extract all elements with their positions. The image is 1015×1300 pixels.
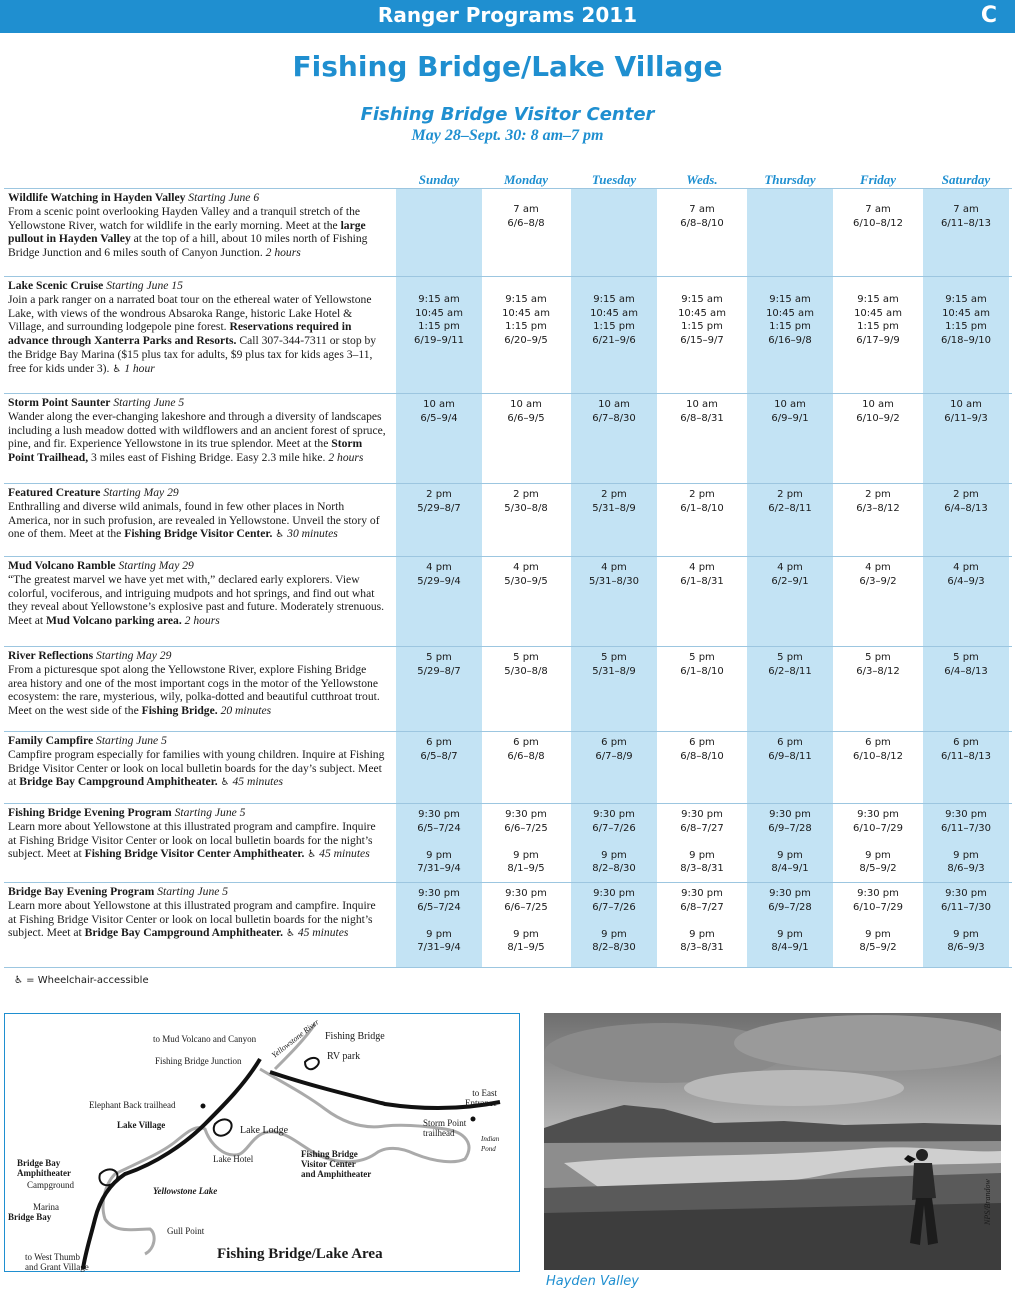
schedule-cell: 10 am 6/11–9/3 — [944, 399, 988, 424]
schedule-cell: 9:15 am 10:45 am 1:15 pm 6/20–9/5 — [502, 294, 550, 346]
program-start-date: Starting June 5 — [96, 734, 167, 747]
wheelchair-icon: ♿ — [275, 529, 285, 541]
program-name: Featured Creature — [8, 486, 101, 499]
program-text: 3 miles east of Fishing Bridge. Easy 2.3 mile hike. — [88, 451, 326, 465]
map-label-river: Yellowstone River — [269, 1017, 321, 1060]
program-text: Campfire program especially for families with young children. Inquire at Fishing Bridge Visitor Center or look on local bulletin boards for the day’s subject. Meet at — [8, 747, 385, 789]
map-label-mud-volcano: to Mud Volcano and Canyon — [153, 1034, 257, 1044]
schedule-cell: 4 pm 6/3–9/2 — [859, 562, 897, 587]
schedule-cell: 9:30 pm 6/11–7/30 9 pm 8/6–9/3 — [941, 888, 991, 953]
map-label-east-entrance: to East Entrance — [465, 1088, 497, 1108]
schedule-cell: 4 pm 6/1–8/31 — [680, 562, 724, 587]
day-header: Monday — [503, 172, 549, 187]
schedule-cell: 9:15 am 10:45 am 1:15 pm 6/18–9/10 — [941, 294, 991, 346]
schedule-cell: 4 pm 5/30–9/5 — [504, 562, 548, 587]
table-bottom-rule — [4, 967, 1012, 968]
schedule-cell: 9:30 pm 6/7–7/26 9 pm 8/2–8/30 — [592, 888, 636, 953]
program-meeting-place: Storm Point Trailhead, — [8, 437, 363, 465]
area-map — [4, 1013, 520, 1272]
program-description — [8, 806, 386, 862]
program-name: Family Campfire — [8, 734, 94, 747]
program-row — [4, 556, 1012, 647]
program-row — [4, 882, 1012, 968]
program-text: Call 307-344-7311 or stop by the Bridge Bay Marina ($15 plus tax for adults, $9 plus tax for kids ages 3–11, free for kids under 3). — [8, 334, 377, 375]
schedule-cell: 10 am 6/5–9/4 — [420, 399, 458, 424]
program-meeting-place: large pullout in Hayden Valley — [8, 218, 366, 246]
schedule-cell: 5 pm 6/1–8/10 — [680, 652, 724, 677]
program-text: Enthralling and diverse wild animals, found in few other places in North America, nor in such profusion, are revealed in Yellowstone. Unveil the story of one of them. Meet at the — [8, 499, 380, 541]
program-start-date: Starting June 5 — [157, 885, 229, 898]
program-name: Wildlife Watching in Hayden Valley — [8, 191, 186, 204]
program-start-date: Starting June 5 — [113, 396, 185, 409]
map-label-rv-park: RV park — [327, 1051, 361, 1062]
page-title: Fishing Bridge/Lake Village — [292, 50, 723, 83]
program-description — [8, 559, 386, 628]
program-meeting-place: Bridge Bay Campground Amphitheater. — [84, 926, 284, 940]
map-label-gull-point: Gull Point — [167, 1226, 205, 1236]
program-name: Storm Point Saunter — [8, 396, 111, 409]
schedule-cell: 9:30 pm 6/10–7/29 9 pm 8/5–9/2 — [853, 809, 903, 874]
elephant-back-marker — [201, 1104, 206, 1109]
schedule-cell: 9:15 am 10:45 am 1:15 pm 6/19–9/11 — [414, 294, 464, 346]
schedule-cell: 7 am 6/11–8/13 — [941, 204, 991, 229]
schedule-cell: 6 pm 6/7–8/9 — [595, 737, 633, 762]
schedule-cell: 4 pm 5/31–8/30 — [589, 562, 639, 587]
wheelchair-icon: ♿ — [112, 363, 122, 375]
schedule-cell: 9:30 pm 6/5–7/24 9 pm 7/31–9/4 — [417, 888, 461, 953]
program-start-date: Starting June 6 — [188, 191, 260, 204]
schedule-cell: 5 pm 5/29–8/7 — [417, 652, 461, 677]
rv-park-loop — [305, 1058, 319, 1069]
program-start-date: Starting June 15 — [106, 279, 183, 292]
program-meeting-place: Fishing Bridge. — [141, 704, 218, 718]
schedule-cell: 5 pm 5/30–8/8 — [504, 652, 548, 677]
map-label-west-thumb: to West Thumb and Grant Village — [25, 1252, 89, 1272]
visitor-center-name: Fishing Bridge Visitor Center — [360, 104, 655, 125]
program-text: Join a park ranger on a narrated boat tour on the ethereal water of Yellowstone Lake, with views of the wondrous Absaroka Range, historic Lake Hotel & Village, and surrounding lodgepole pine forest. — [8, 292, 372, 334]
program-meeting-place: Reservations required in advance through Xanterra Parks and Resorts. — [8, 320, 352, 348]
program-row — [4, 731, 1012, 804]
program-duration: 1 hour — [124, 361, 155, 375]
program-duration: 2 hours — [184, 614, 220, 628]
map-label-elephant-back: Elephant Back trailhead — [89, 1100, 176, 1110]
storm-point-marker — [471, 1117, 476, 1122]
program-description — [8, 191, 386, 260]
schedule-cell: 9:30 pm 6/10–7/29 9 pm 8/5–9/2 — [853, 888, 903, 953]
map-label-bb-amphitheater: Bridge Bay Amphitheater — [17, 1158, 71, 1178]
program-row — [4, 276, 1012, 394]
legend — [14, 975, 149, 986]
schedule-cell: 4 pm 5/29–9/4 — [417, 562, 461, 587]
map-label-marina: Marina — [33, 1202, 59, 1212]
schedule-cell: 5 pm 6/3–8/12 — [856, 652, 900, 677]
schedule-cell: 6 pm 6/6–8/8 — [507, 737, 545, 762]
schedule-cell: 5 pm 6/2–8/11 — [768, 652, 812, 677]
program-text: Learn more about Yellowstone at this illustrated program and campfire. Inquire at Fishing Bridge Visitor Center or look on local bulletin boards for the night’s subject. Meet at — [8, 819, 376, 861]
map-drawing — [5, 1014, 519, 1271]
schedule-cell: 9:30 pm 6/5–7/24 9 pm 7/31–9/4 — [417, 809, 461, 874]
program-row — [4, 483, 1012, 557]
program-text: From a picturesque spot along the Yellowstone River, explore Fishing Bridge area history and one of the most important cogs in the motor of the Yellowstone ecosystem: the rare, mysterious, wily, polka-dotted and beautiful cutthroat trout. Meet on the west side of the — [8, 662, 380, 718]
program-row — [4, 393, 1012, 484]
day-header: Thursday — [764, 172, 816, 187]
photo-caption: Hayden Valley — [546, 1274, 639, 1289]
schedule-cell: 6 pm 6/11–8/13 — [941, 737, 991, 762]
schedule-cell: 2 pm 6/3–8/12 — [856, 489, 900, 514]
map-title: Fishing Bridge/Lake Area — [217, 1246, 383, 1262]
schedule-cell: 9:30 pm 6/9–7/28 9 pm 8/4–9/1 — [768, 809, 812, 874]
schedule-cell: 9:30 pm 6/7–7/26 9 pm 8/2–8/30 — [592, 809, 636, 874]
map-label-fb-junction: Fishing Bridge Junction — [155, 1056, 242, 1066]
main-road — [83, 1059, 260, 1269]
map-label-indian-pond: Indian Pond — [481, 1135, 500, 1153]
day-header: Saturday — [941, 172, 991, 187]
wheelchair-icon: ♿ — [220, 777, 230, 789]
map-label-lake-village: Lake Village — [117, 1120, 166, 1130]
schedule-cell: 6 pm 6/5–8/7 — [420, 737, 458, 762]
program-start-date: Starting May 29 — [96, 649, 172, 662]
program-description — [8, 396, 386, 465]
program-start-date: Starting May 29 — [118, 559, 194, 572]
schedule-cell: 2 pm 6/2–8/11 — [768, 489, 812, 514]
program-name: Fishing Bridge Evening Program — [8, 806, 172, 819]
wheelchair-icon: ♿ — [14, 975, 23, 986]
program-start-date: Starting May 29 — [103, 486, 179, 499]
day-header: Friday — [859, 172, 897, 187]
cloud — [734, 1015, 1001, 1071]
schedule-cell: 9:15 am 10:45 am 1:15 pm 6/16–9/8 — [766, 294, 814, 346]
schedule-cell: 2 pm 5/31–8/9 — [592, 489, 636, 514]
program-name: Lake Scenic Cruise — [8, 279, 104, 292]
schedule-cell: 7 am 6/10–8/12 — [853, 204, 903, 229]
schedule-cell: 6 pm 6/9–8/11 — [768, 737, 812, 762]
program-name: River Reflections — [8, 649, 94, 662]
photo-credit: NPS/Brandow — [983, 1179, 992, 1225]
schedule-cell: 10 am 6/8–8/31 — [680, 399, 724, 424]
map-label-storm-point: Storm Point trailhead — [423, 1118, 467, 1138]
schedule-cell: 2 pm 6/1–8/10 — [680, 489, 724, 514]
schedule-cell: 7 am 6/8–8/10 — [680, 204, 724, 229]
program-name: Mud Volcano Ramble — [8, 559, 116, 572]
legend-text: = Wheelchair-accessible — [26, 975, 149, 986]
schedule-cell: 4 pm 6/2–9/1 — [771, 562, 809, 587]
program-meeting-place: Fishing Bridge Visitor Center Amphitheater. — [84, 847, 305, 861]
lake-lodge-loop — [214, 1119, 232, 1135]
map-label-campground: Campground — [27, 1180, 74, 1190]
program-row — [4, 646, 1012, 732]
schedule-cell: 6 pm 6/10–8/12 — [853, 737, 903, 762]
photo-drawing — [544, 1013, 1001, 1270]
map-label-yellowstone-lake: Yellowstone Lake — [153, 1186, 218, 1196]
program-text: Learn more about Yellowstone at this illustrated program and campfire. Inquire at Fishing Bridge Visitor Center or look on local bulletin boards for the night’s subject. Meet at — [8, 898, 376, 940]
schedule-cell: 10 am 6/6–9/5 — [507, 399, 545, 424]
cloud — [684, 1070, 904, 1106]
visitor-center-hours: May 28–Sept. 30: 8 am–7 pm — [411, 127, 604, 144]
program-description — [8, 885, 386, 941]
schedule-cell: 4 pm 6/4–9/3 — [947, 562, 985, 587]
wheelchair-icon: ♿ — [285, 928, 295, 940]
schedule-cell: 9:30 pm 6/11–7/30 9 pm 8/6–9/3 — [941, 809, 991, 874]
program-text: at the top of a hill, about 10 miles north of Fishing Bridge Junction and 6 miles south of Canyon Junction. — [8, 232, 368, 260]
program-duration: 2 hours — [328, 451, 364, 465]
program-duration: 30 minutes — [287, 527, 338, 541]
schedule-cell: 5 pm 5/31–8/9 — [592, 652, 636, 677]
schedule-cell: 9:15 am 10:45 am 1:15 pm 6/17–9/9 — [854, 294, 902, 346]
program-meeting-place: Bridge Bay Campground Amphitheater. — [19, 775, 218, 789]
program-description — [8, 486, 386, 542]
map-label-bridge-bay: Bridge Bay — [8, 1212, 52, 1222]
schedule-cell: 9:30 pm 6/6–7/25 9 pm 8/1–9/5 — [504, 888, 548, 953]
program-text: “The greatest marvel we have yet met with,” declared early explorers. View colorful, vociferous, and intriguing mudpots and hot springs, and find out what they reveal about Yellowstone’s explosive past and future. Moderately strenuous. Meet at — [8, 572, 385, 628]
map-label-fb-vc: Fishing Bridge Visitor Center and Amphitheater — [301, 1149, 372, 1179]
schedule-cell: 2 pm 5/29–8/7 — [417, 489, 461, 514]
program-description — [8, 734, 386, 790]
wheelchair-icon: ♿ — [307, 849, 317, 861]
program-duration: 2 hours — [265, 246, 301, 260]
schedule-cell: 10 am 6/10–9/2 — [856, 399, 900, 424]
map-label-fishing-bridge: Fishing Bridge — [325, 1031, 385, 1042]
program-meeting-place: Mud Volcano parking area. — [46, 614, 182, 628]
header-title: Ranger Programs 2011 — [377, 3, 638, 27]
program-start-date: Starting June 5 — [174, 806, 246, 819]
program-duration: 45 minutes — [297, 926, 349, 940]
schedule-cell: 9:30 pm 6/8–7/27 9 pm 8/3–8/31 — [680, 888, 724, 953]
schedule-cell: 9:30 pm 6/6–7/25 9 pm 8/1–9/5 — [504, 809, 548, 874]
program-duration: 45 minutes — [232, 775, 284, 789]
schedule-cell: 10 am 6/9–9/1 — [771, 399, 809, 424]
program-text: Wander along the ever-changing lakeshore and through a diversity of landscapes including a lush meadow dotted with wildflowers and an ancient forest of spruce, pine, and fir. Experience Yellowstone in its true splendor. Meet at the — [8, 409, 386, 451]
map-label-lake-lodge: Lake Lodge — [240, 1125, 289, 1136]
schedule-cell: 2 pm 5/30–8/8 — [504, 489, 548, 514]
schedule-cell: 9:15 am 10:45 am 1:15 pm 6/21–9/6 — [590, 294, 638, 346]
schedule-cell: 9:15 am 10:45 am 1:15 pm 6/15–9/7 — [678, 294, 726, 346]
day-header: Sunday — [418, 172, 460, 187]
day-header: Tuesday — [591, 172, 637, 187]
schedule-cell: 10 am 6/7–8/30 — [592, 399, 636, 424]
hayden-valley-photo — [544, 1013, 1001, 1270]
program-row — [4, 803, 1012, 883]
schedule-cell: 5 pm 6/4–8/13 — [944, 652, 988, 677]
map-label-lake-hotel: Lake Hotel — [213, 1154, 254, 1164]
day-header: Weds. — [686, 172, 718, 187]
program-description — [8, 279, 386, 377]
schedule-cell: 6 pm 6/8–8/10 — [680, 737, 724, 762]
schedule-cell: 9:30 pm 6/9–7/28 9 pm 8/4–9/1 — [768, 888, 812, 953]
program-duration: 45 minutes — [319, 847, 370, 861]
schedule-cell: 7 am 6/6–8/8 — [507, 204, 545, 229]
program-name: Bridge Bay Evening Program — [8, 885, 155, 898]
schedule-cell: 2 pm 6/4–8/13 — [944, 489, 988, 514]
program-meeting-place: Fishing Bridge Visitor Center. — [124, 527, 273, 541]
program-row — [4, 188, 1012, 277]
program-description — [8, 649, 386, 718]
section-letter: C — [980, 3, 997, 28]
program-duration: 20 minutes — [220, 704, 272, 718]
program-text: From a scenic point overlooking Hayden Valley and a tranquil stretch of the Yellowstone River, watch for wildlife in the early morning. Meet at the — [8, 204, 361, 232]
schedule-cell: 9:30 pm 6/8–7/27 9 pm 8/3–8/31 — [680, 809, 724, 874]
